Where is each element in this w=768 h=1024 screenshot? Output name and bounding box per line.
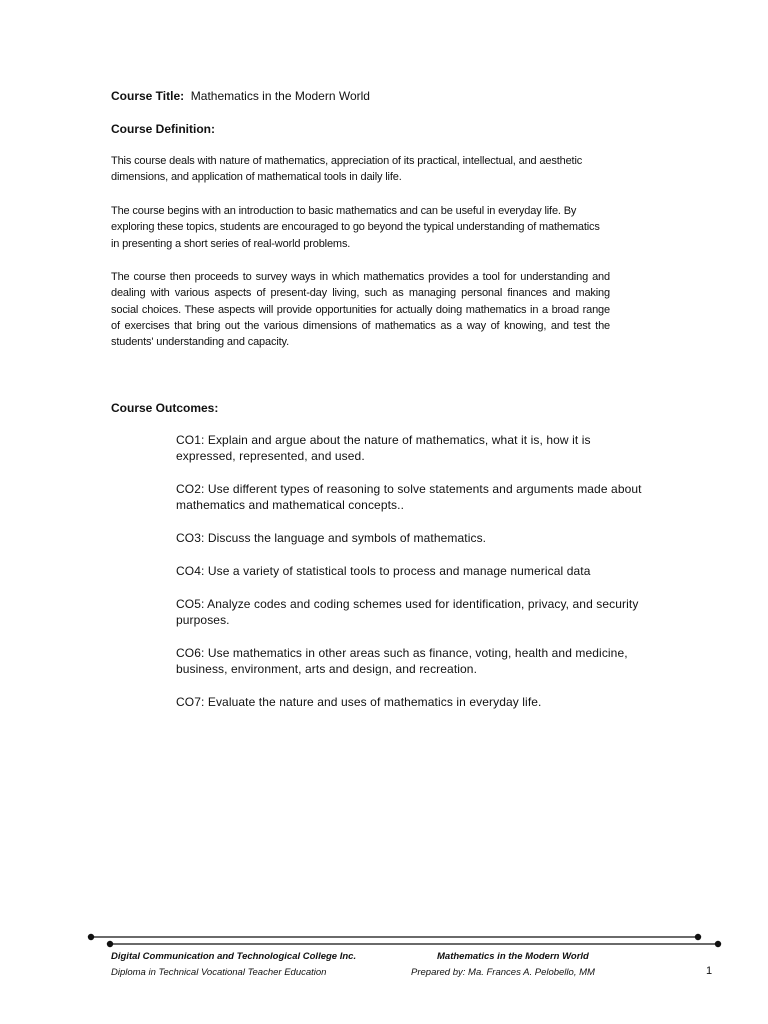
footer-prepared-by: Prepared by: Ma. Frances A. Pelobello, MM [411,967,595,978]
footer-institution: Digital Communication and Technological College Inc. [111,951,357,962]
definition-paragraph-1: This course deals with nature of mathematics, appreciation of its practical, intellectual, and aesthetic dimensions, and application of mathematical tools in daily life. [111,155,583,184]
footer-rule-dot [715,941,721,947]
outcome-co7: CO7: Evaluate the nature and uses of mathematics in everyday life. [176,694,542,709]
course-outcomes-heading: Course Outcomes: [111,401,219,415]
course-definition-heading: Course Definition: [111,122,215,136]
course-title-line [111,88,370,104]
course-outcomes-list [176,432,646,727]
outcome-co4: CO4: Use a variety of statistical tools to process and manage numerical data [176,563,591,578]
definition-paragraph-2: The course begins with an introduction to basic mathematics and can be useful in everyday life. By exploring these topics, students are encouraged to go beyond the typical understanding of mathematics in presenting a short series of real-world problems. [111,205,600,250]
outcome-co1: CO1: Explain and argue about the nature of mathematics, what it is, how it is expressed, represented, and used. [176,433,591,464]
footer-rule-dot [107,941,113,947]
footer-rule-dot [88,934,94,940]
footer-rule-dot [695,934,701,940]
definition-paragraph-3: The course then proceeds to survey ways in which mathematics provides a tool for understanding and dealing with various aspects of present-day living, such as managing personal finances and making social choices. These aspects will provide opportunities for actually doing mathematics in a broad range of exercises that bring out the various dimensions of mathematics as a way of knowing, and test the students' understanding and capacity. [111,271,610,349]
outcome-co3: CO3: Discuss the language and symbols of mathematics. [176,531,487,546]
footer-course: Mathematics in the Modern World [437,951,589,962]
course-title-value: Mathematics in the Modern World [190,89,370,103]
course-title-label: Course Title: [111,89,185,103]
page-number: 1 [706,965,713,977]
outcome-co2: CO2: Use different types of reasoning to solve statements and arguments made about mathematics and mathematical concepts.. [176,482,642,513]
outcome-co5: CO5: Analyze codes and coding schemes used for identification, privacy, and security purposes. [176,596,639,628]
outcome-co6: CO6: Use mathematics in other areas such as finance, voting, health and medicine, business, environment, arts and design, and recreation. [176,645,628,677]
footer-program: Diploma in Technical Vocational Teacher Education [111,967,327,978]
